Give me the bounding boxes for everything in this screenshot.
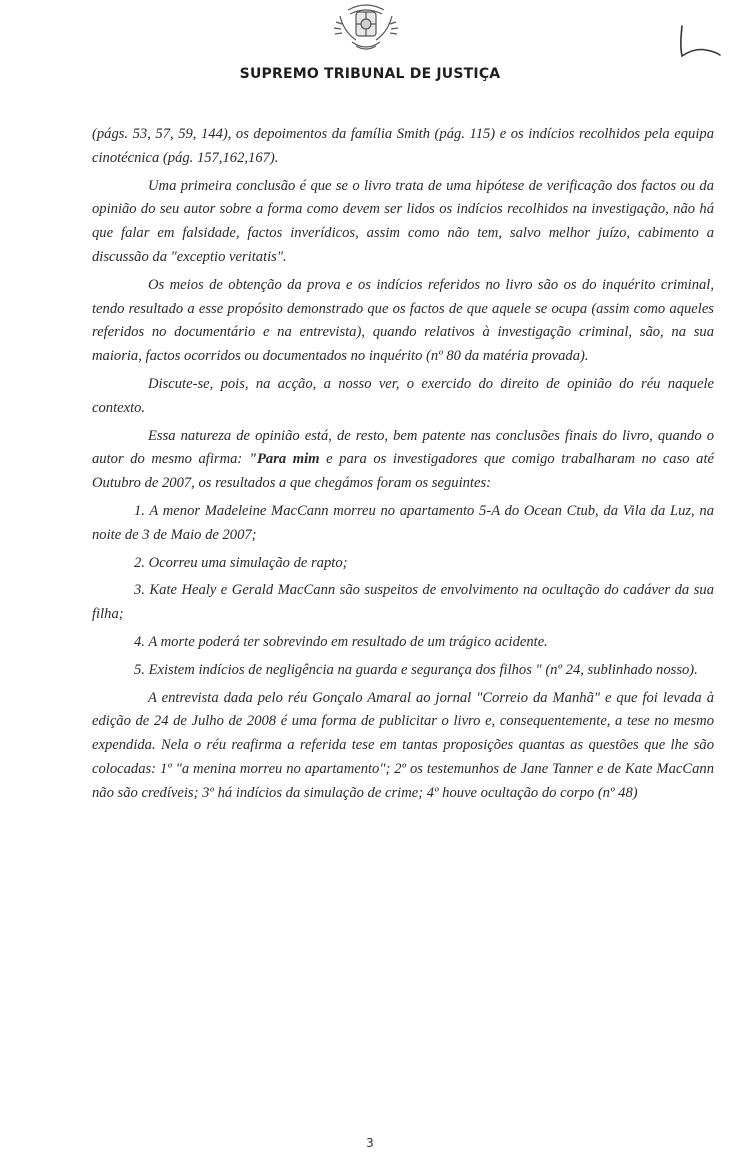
paragraph-6: A entrevista dada pelo réu Gonçalo Amaral ao jornal "Correio da Manhã" e que foi levada à edição de 24 de Julho de 2008 é uma forma de publicitar o livro e, consequentemente, a tese no mesmo expendida. Nela o réu reafirma a referida tese em tantas proposições quantas as questões que lhe são colocadas: 1º "a menina morreu no apartamento"; 2º os testemunhos de Jane Tanner e de Kate MacCann não são credíveis; 3º há indícios da simulação de crime; 4º houve ocultação do corpo (nº 48) <box>92 689 714 801</box>
paragraph-5 <box>92 425 714 496</box>
conclusion-item-3: 3. Kate Healy e Gerald MacCann são suspeitos de envolvimento na ocultação do cadáver da sua filha; <box>92 582 714 623</box>
conclusion-item-1: 1. A menor Madeleine MacCann morreu no apartamento 5-A do Ocean Ctub, da Vila da Luz, na noite de 3 de Maio de 2007; <box>92 502 714 543</box>
paragraph-1: (págs. 53, 57, 59, 144), os depoimentos da família Smith (pág. 115) e os indícios recolhidos pela equipa cinotécnica (pág. 157,162,167). <box>92 126 714 166</box>
conclusion-item-5: 5. Existem indícios de negligência na guarda e segurança dos filhos " (nº 24, sublinhado nosso). <box>134 661 698 678</box>
paragraph-2: Uma primeira conclusão é que se o livro trata de uma hipótese de verificação dos factos ou da opinião do seu autor sobre a forma como devem ser lidos os indícios recolhidos na investigação, não há que falar em falsidade, factos inverídicos, assim como não tem, salvo melhor juízo, cabimento a discussão da "exceptio veritatis". <box>92 177 714 265</box>
paragraph-4: Discute-se, pois, na acção, a nosso ver, o exercido do direito de opinião do réu naquele contexto. <box>92 375 714 416</box>
coat-of-arms-emblem <box>326 2 406 54</box>
paragraph-5-rest: e para os investigadores que comigo trabalharam no caso até Outubro de 2007, os resultados a que chegámos foram os seguintes: <box>92 451 714 492</box>
paragraph-5-bold: "Para mim <box>248 451 320 468</box>
court-title: SUPREMO TRIBUNAL DE JUSTIÇA <box>239 66 501 82</box>
conclusion-item-4: 4. A morte poderá ter sobrevindo em resultado de um trágico acidente. <box>134 633 548 650</box>
handwritten-initial <box>672 22 724 62</box>
paragraph-5-lead: Essa natureza de opinião está, de resto, bem patente nas conclusões finais do livro, quando o autor do mesmo afirma: <box>92 427 714 468</box>
page-number: 3 <box>366 1136 374 1150</box>
paragraph-3: Os meios de obtenção da prova e os indícios referidos no livro são os do inquérito criminal, tendo resultado a esse propósito demonstrado que os factos de que aquele se ocupa (assim como aqueles referidos no documentário e na entrevista), quando relativos à investigação criminal, são, na sua maioria, factos ocorridos ou documentados no inquérito (nº 80 da matéria provada). <box>92 276 714 365</box>
conclusion-item-2: 2. Ocorreu uma simulação de rapto; <box>134 554 348 571</box>
document-body <box>92 123 714 810</box>
